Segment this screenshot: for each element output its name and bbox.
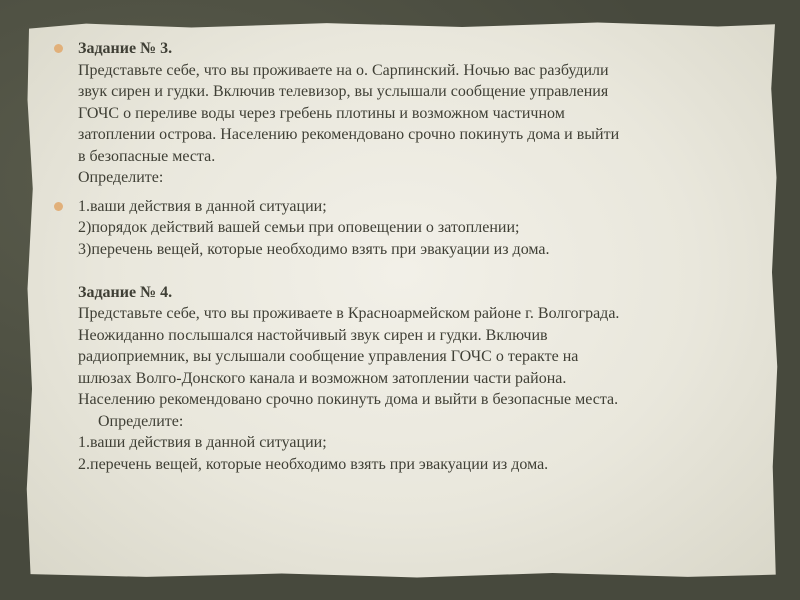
task3-line-2: звук сирен и гудки. Включив телевизор, вы услышали сообщение управления — [78, 83, 609, 100]
slide-content — [54, 38, 766, 475]
task3-title: Задание № 3. — [78, 40, 173, 57]
task3-line-1: Представьте себе, что вы проживаете на о. Сарпинский. Ночью вас разбудили — [78, 61, 609, 79]
task4-line-3: радиоприемник, вы услышали сообщение управления ГОЧС о теракте на — [78, 348, 579, 365]
task4-item-1: 1.ваши действия в данной ситуации; — [78, 434, 327, 451]
task3-items-block — [54, 196, 766, 476]
bullet-icon — [54, 202, 63, 211]
task3-determine: Определите: — [78, 169, 164, 186]
task3-item-1: 1.ваши действия в данной ситуации; — [78, 197, 327, 215]
task3-line-4: затоплении острова. Населению рекомендовано срочно покинуть дома и выйти — [78, 126, 620, 143]
task4-line-5: Населению рекомендовано срочно покинуть дома и выйти в безопасные места. — [78, 391, 619, 408]
task3-item-3: 3)перечень вещей, которые необходимо взять при эвакуации из дома. — [78, 240, 550, 258]
task4-line-4: шлюзах Волго-Донского канала и возможном затоплении части района. — [78, 369, 567, 387]
task4-line-2: Неожиданно послышался настойчивый звук сирен и гудки. Включив — [78, 326, 548, 344]
task3-item-2: 2)порядок действий вашей семьи при оповещении о затоплении; — [78, 219, 520, 236]
task3-block — [54, 38, 766, 189]
task3-line-5: в безопасные места. — [78, 147, 216, 165]
task4-line-1: Представьте себе, что вы проживаете в Красноармейском районе г. Волгограда. — [78, 305, 620, 322]
task3-line-3: ГОЧС о переливе воды через гребень плотины и возможном частичном — [78, 104, 565, 122]
bullet-icon — [54, 44, 63, 53]
task4-title: Задание № 4. — [78, 283, 173, 301]
task4-item-2: 2.перечень вещей, которые необходимо взять при эвакуации из дома. — [78, 455, 549, 473]
task4-determine: Определите: — [98, 412, 184, 430]
